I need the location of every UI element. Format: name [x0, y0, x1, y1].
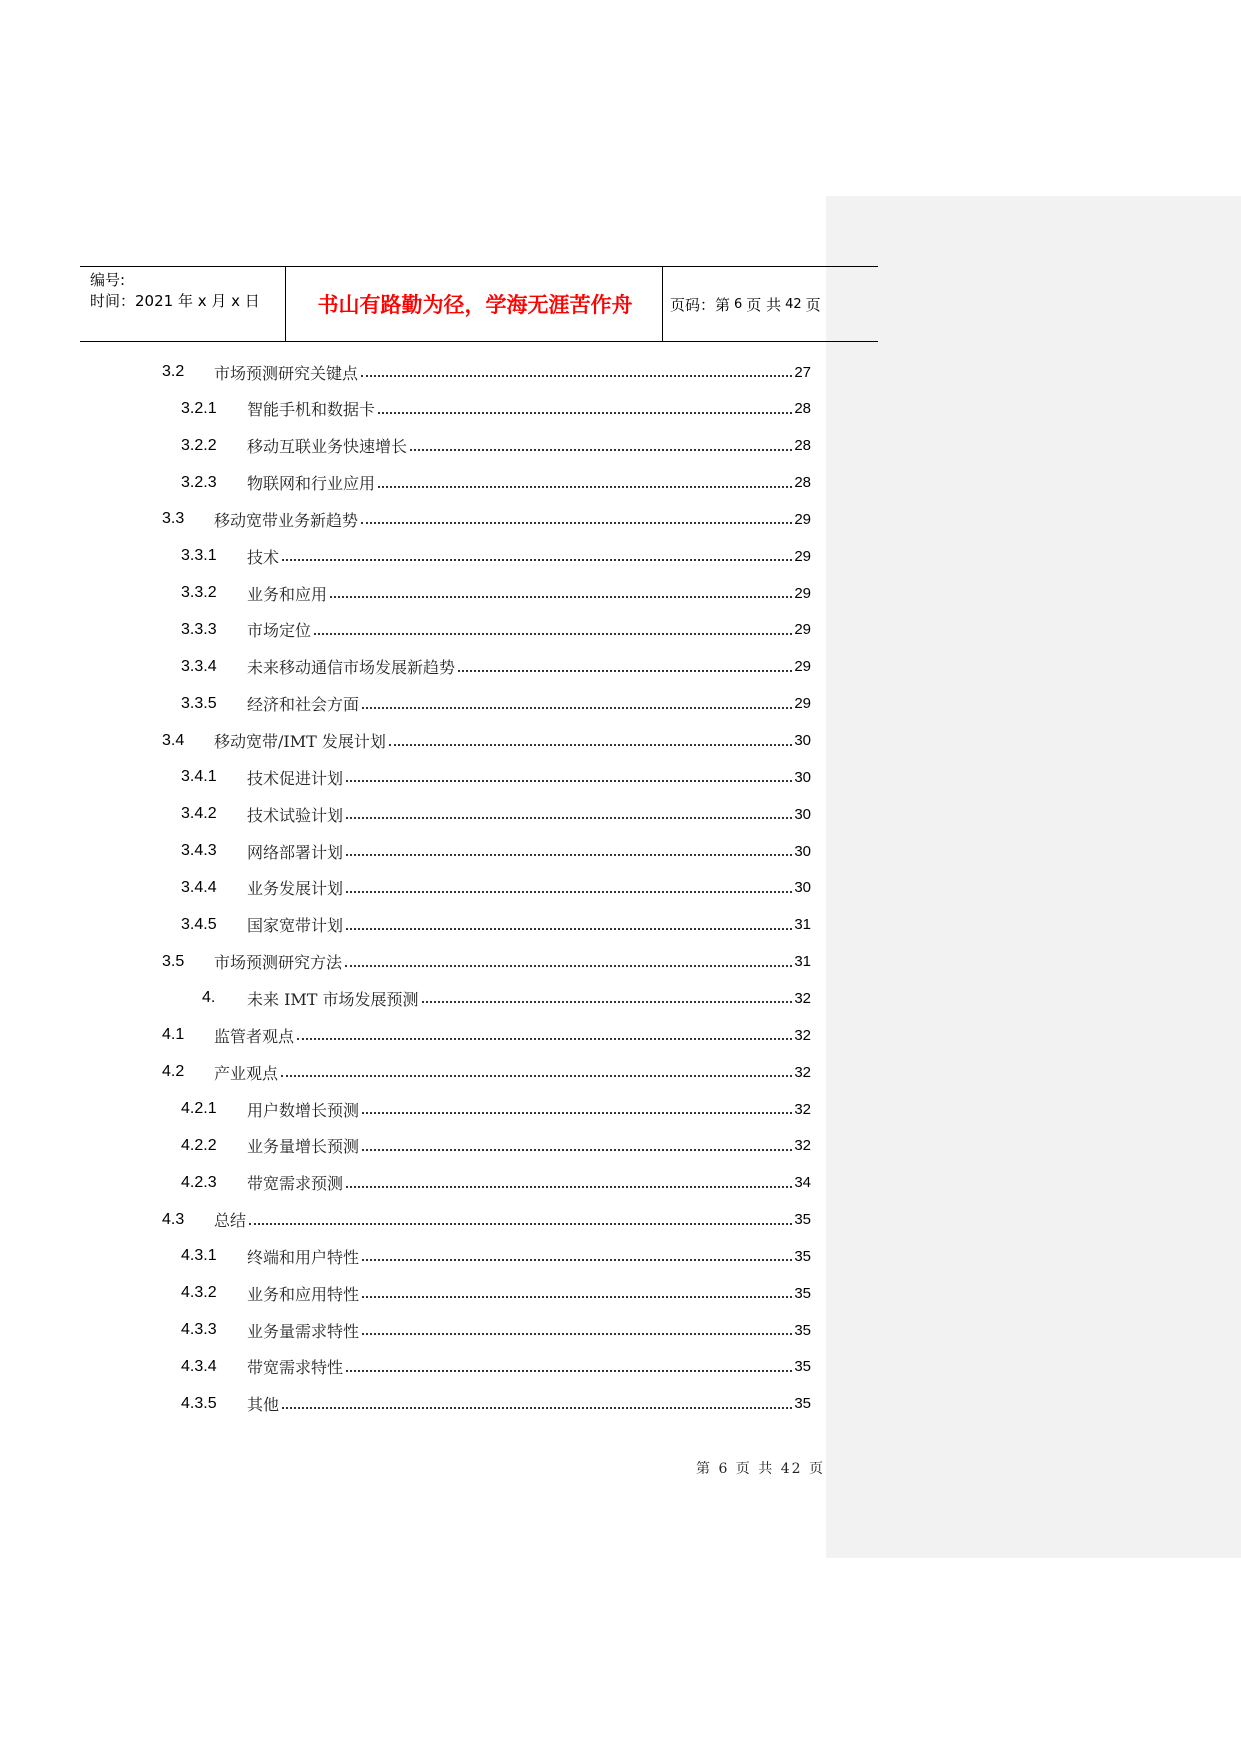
toc-entry[interactable] [181, 1278, 811, 1308]
toc-dot-leader [330, 596, 792, 598]
toc-entry-number: 3.4.5 [181, 915, 217, 933]
toc-entry-title: 未来移动通信市场发展新趋势 [247, 658, 456, 678]
toc-dot-leader [282, 1407, 792, 1409]
toc-entry-number: 4.3.1 [181, 1247, 217, 1265]
toc-entry-number: 3.3.5 [181, 694, 217, 712]
toc-entry-number: 3.4.2 [181, 805, 217, 823]
toc-entry-number: 4.3.3 [181, 1321, 217, 1339]
toc-entry-title: 市场预测研究关键点 [214, 363, 359, 383]
toc-entry-page: 35 [794, 1284, 811, 1302]
toc-dot-leader [346, 1186, 792, 1188]
toc-entry-title: 移动宽带/IMT 发展计划 [214, 732, 386, 751]
toc-dot-leader [361, 522, 792, 524]
header-page-info [670, 267, 821, 341]
toc-entry[interactable] [162, 1020, 811, 1050]
toc-entry-number: 3.2.2 [181, 436, 217, 454]
toc-entry-page: 28 [794, 474, 811, 492]
header-left-cell [90, 270, 260, 312]
toc-entry-page: 27 [794, 363, 811, 381]
toc-entry-title: 网络部署计划 [247, 842, 344, 862]
toc-dot-leader [378, 412, 792, 414]
toc-entry[interactable] [181, 1352, 811, 1382]
toc-entry[interactable] [181, 762, 811, 792]
toc-dot-leader [362, 1296, 792, 1298]
toc-entry[interactable] [181, 910, 811, 940]
toc-entry-number: 4.3.4 [181, 1357, 217, 1375]
toc-entry[interactable] [181, 873, 811, 903]
toc-entry[interactable] [162, 947, 811, 977]
toc-entry-page: 32 [794, 1026, 811, 1044]
toc-entry-title: 移动互联业务快速增长 [247, 437, 408, 457]
toc-entry[interactable] [181, 431, 811, 461]
toc-dot-leader [361, 375, 792, 377]
toc-entry[interactable] [181, 1094, 811, 1124]
toc-dot-leader [346, 817, 792, 819]
toc-entry-title: 经济和社会方面 [247, 695, 360, 715]
toc-entry-number: 3.3.4 [181, 657, 217, 675]
toc-dot-leader [249, 1223, 792, 1225]
toc-dot-leader [282, 559, 792, 561]
header-divider [662, 267, 663, 341]
toc-dot-leader [346, 854, 792, 856]
time-label: 时间：2021 年 x 月 x 日 [90, 292, 260, 310]
toc-dot-leader [389, 744, 792, 746]
toc-entry-title: 终端和用户特性 [247, 1247, 360, 1267]
toc-entry-page: 32 [794, 1137, 811, 1155]
toc-entry-number: 4. [202, 989, 216, 1007]
toc-dot-leader [314, 633, 792, 635]
toc-entry-title: 移动宽带业务新趋势 [214, 510, 359, 530]
toc-entry-page: 29 [794, 547, 811, 565]
toc-dot-leader [378, 486, 792, 488]
toc-entry-number: 3.5 [162, 952, 185, 970]
toc-entry[interactable] [181, 836, 811, 866]
toc-entry-number: 4.2 [162, 1063, 185, 1081]
toc-entry-page: 30 [794, 805, 811, 823]
toc-entry[interactable] [181, 1389, 811, 1419]
toc-entry[interactable] [181, 652, 811, 682]
toc-entry-title: 业务和应用 [247, 584, 328, 604]
toc-entry-page: 29 [794, 695, 811, 713]
page-total: 42 [785, 296, 802, 312]
toc-entry-number: 3.3.1 [181, 547, 217, 565]
toc-entry-page: 35 [794, 1358, 811, 1376]
toc-dot-leader [362, 1112, 792, 1114]
toc-entry-title: 业务和应用特性 [247, 1284, 360, 1304]
toc-entry-page: 30 [794, 842, 811, 860]
toc-entry[interactable] [181, 1131, 811, 1161]
toc-dot-leader [362, 1333, 792, 1335]
toc-entry[interactable] [162, 357, 811, 387]
toc-entry-title: 产业观点 [214, 1063, 279, 1083]
toc-entry-page: 35 [794, 1395, 811, 1413]
toc-entry-number: 4.2.1 [181, 1100, 217, 1117]
toc-dot-leader [422, 1001, 793, 1003]
toc-entry[interactable] [162, 1057, 811, 1087]
toc-entry-title: 业务量需求特性 [247, 1321, 360, 1341]
toc-entry-title: 监管者观点 [214, 1026, 295, 1046]
toc-entry-title: 带宽需求特性 [247, 1358, 344, 1378]
toc-dot-leader [362, 1259, 792, 1261]
toc-entry-number: 4.3.5 [181, 1394, 217, 1412]
toc-entry-number: 4.3 [162, 1210, 185, 1228]
toc-entry-title: 技术促进计划 [247, 768, 344, 788]
toc-entry-page: 29 [794, 510, 811, 528]
toc-entry[interactable] [202, 983, 811, 1013]
toc-entry-page: 29 [794, 658, 811, 676]
toc-entry-page: 35 [794, 1247, 811, 1265]
toc-entry-page: 28 [794, 400, 811, 418]
toc-entry-page: 31 [794, 916, 811, 934]
toc-entry[interactable] [181, 1168, 811, 1198]
toc-entry-title: 物联网和行业应用 [247, 474, 376, 494]
toc-entry-number: 4.3.2 [181, 1284, 217, 1302]
toc-entry-number: 3.3.2 [181, 584, 217, 602]
toc-entry-page: 32 [794, 1063, 811, 1081]
toc-entry-page: 29 [794, 621, 811, 639]
toc-entry-title: 国家宽带计划 [247, 916, 344, 936]
toc-dot-leader [362, 707, 792, 709]
toc-dot-leader [297, 1038, 792, 1040]
toc-dot-leader [346, 1370, 792, 1372]
page-footer: 第 6 页 共 42 页 [696, 1461, 825, 1477]
page-end: 页 [805, 295, 821, 314]
toc-entry-title: 业务发展计划 [247, 879, 344, 899]
toc-entry-page: 28 [794, 437, 811, 455]
toc-entry-title: 市场定位 [247, 621, 312, 641]
page-label: 页码：第 [670, 295, 731, 314]
toc-entry[interactable] [162, 1205, 811, 1235]
toc-entry-number: 4.2.2 [181, 1136, 217, 1154]
page-mid: 页 共 [746, 295, 782, 314]
toc-entry-title: 其他 [247, 1395, 280, 1415]
toc-entry-page: 34 [794, 1174, 811, 1192]
toc-entry-number: 4.2.3 [181, 1173, 217, 1191]
toc-entry-title: 总结 [214, 1211, 247, 1231]
toc-entry-number: 3.2.3 [181, 473, 217, 491]
toc-entry-number: 3.4.1 [181, 768, 217, 786]
toc-entry-page: 35 [794, 1321, 811, 1339]
toc-entry[interactable] [181, 394, 811, 424]
toc-entry[interactable] [181, 541, 811, 571]
toc-entry-title: 未来 IMT 市场发展预测 [247, 989, 419, 1009]
toc-dot-leader [281, 1075, 792, 1077]
toc-entry-title: 技术试验计划 [247, 805, 344, 825]
toc-dot-leader [346, 928, 792, 930]
toc-entry-number: 4.1 [162, 1026, 185, 1044]
toc-dot-leader [346, 891, 792, 893]
toc-entry-title: 带宽需求预测 [247, 1174, 344, 1194]
toc-entry-number: 3.2 [162, 363, 185, 380]
toc-entry-page: 32 [794, 1100, 811, 1118]
toc-entry-number: 3.3.3 [181, 620, 217, 638]
toc-entry-page: 32 [794, 989, 811, 1007]
toc-entry-number: 3.4.4 [181, 878, 217, 896]
toc-entry-title: 业务量增长预测 [247, 1137, 360, 1157]
toc-entry-title: 用户数增长预测 [247, 1100, 360, 1120]
toc-entry-number: 3.4.3 [181, 842, 217, 860]
toc-dot-leader [345, 965, 792, 967]
toc-entry[interactable] [181, 468, 811, 498]
toc-entry[interactable] [181, 689, 811, 719]
toc-entry[interactable] [181, 615, 811, 645]
toc-entry[interactable] [181, 1241, 811, 1271]
toc-entry-title: 技术 [247, 547, 280, 567]
toc-entry[interactable] [162, 504, 811, 534]
toc-entry-page: 30 [794, 768, 811, 786]
toc-entry-page: 35 [794, 1211, 811, 1229]
toc-entry-number: 3.3 [162, 510, 185, 528]
toc-entry-page: 31 [794, 953, 811, 971]
toc-entry-title: 智能手机和数据卡 [247, 400, 376, 420]
toc-dot-leader [458, 670, 792, 672]
toc-entry[interactable] [181, 799, 811, 829]
toc-dot-leader [362, 1149, 792, 1151]
toc-entry-page: 30 [794, 879, 811, 897]
toc-entry-title: 市场预测研究方法 [214, 953, 343, 973]
toc-entry[interactable] [181, 578, 811, 608]
serial-label: 编号: [90, 271, 126, 289]
toc-dot-leader [410, 449, 792, 451]
toc-entry-number: 3.4 [162, 731, 185, 749]
toc-entry-number: 3.2.1 [181, 399, 217, 417]
toc-entry-page: 30 [794, 732, 811, 749]
toc-dot-leader [346, 780, 792, 782]
toc-entry[interactable] [162, 726, 811, 756]
page-header-table [80, 266, 878, 342]
page-current: 6 [734, 296, 743, 312]
comment-pane [826, 196, 1241, 1558]
header-motto: 书山有路勤为径，学海无涯苦作舟 [317, 292, 633, 317]
toc-entry[interactable] [181, 1315, 811, 1345]
toc-entry-page: 29 [794, 584, 811, 602]
